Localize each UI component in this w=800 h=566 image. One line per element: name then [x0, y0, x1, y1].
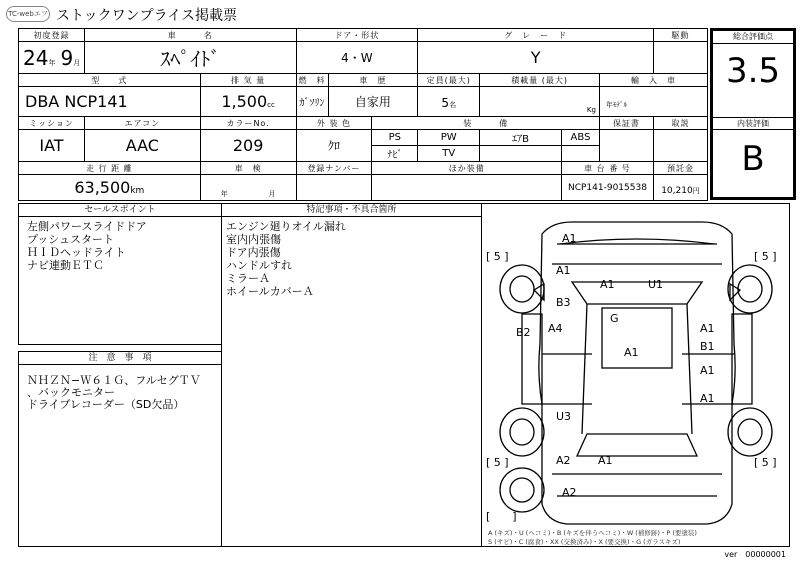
list-item: ナビ連動ＥＴＣ: [27, 259, 104, 272]
damage-label: A1: [600, 278, 615, 291]
damage-label: B2: [516, 326, 531, 339]
damage-label: U3: [556, 410, 572, 423]
caution-title: 注 意 事 項: [19, 352, 221, 365]
ext-color-value: ｸﾛ: [296, 130, 372, 162]
interior-score-label: 内装評価: [713, 117, 793, 130]
model-label: 型 式: [19, 74, 201, 87]
insp-year-unit: 年: [220, 190, 228, 198]
damage-label: A2: [562, 486, 577, 499]
equip-navi: ﾅﾋﾞ: [372, 146, 418, 162]
other-eq-value: [372, 175, 562, 201]
equip-pw: PW: [418, 130, 480, 146]
brand-logo: TC-webエフ: [6, 6, 50, 22]
list-item: ドライブレコーダー（SD欠品）: [27, 398, 185, 411]
car-name-value: ｽﾍﾟｲﾄﾞ: [84, 42, 296, 74]
recycle-number: 10,210: [661, 186, 693, 196]
doors-label: ドア・形状: [296, 29, 418, 42]
warranty-value: [599, 130, 653, 162]
damage-label: A1: [624, 346, 639, 359]
reg-month: 9: [60, 45, 74, 70]
capacity-label: 定員(最大): [418, 74, 480, 87]
vehicle-info-table: [18, 28, 708, 201]
capacity-number: 5: [441, 96, 450, 110]
model-value: [19, 87, 201, 117]
legend-line: S (サビ)・C (腐食)・XX (交換済み)・X (要交換)・G (ガラスキズ): [488, 538, 681, 546]
other-eq-label: ほか装備: [372, 162, 562, 175]
recycle-unit: 円: [692, 187, 700, 195]
mileage-unit: km: [130, 186, 145, 196]
recycle-label: 預託金: [653, 162, 707, 175]
mission-label: ミッション: [19, 117, 85, 130]
damage-label: A2: [556, 454, 571, 467]
score-box: [710, 28, 796, 200]
list-item: 室内内張傷: [226, 233, 281, 246]
drive-value: [653, 42, 707, 74]
fuel-label: 燃 料: [296, 74, 328, 87]
plate-value: [296, 175, 372, 201]
reg-year: 24: [23, 45, 49, 70]
list-item: ホイールカバーＡ: [226, 285, 314, 298]
first-reg-value: [19, 42, 85, 74]
overall-score-value: 3.5: [725, 51, 781, 91]
load-unit: Kg: [586, 106, 596, 114]
grade-value: Y: [418, 42, 654, 74]
equip-airbag: ｴｱB: [480, 130, 562, 146]
plate-label: 登録ナンバー: [296, 162, 372, 175]
model-code: NCP141: [64, 92, 128, 111]
caution-list: [19, 365, 221, 414]
first-reg-label: 初度登録: [19, 29, 85, 42]
list-item: プッシュスタート: [27, 233, 115, 246]
notes-list: [222, 217, 481, 301]
reg-month-unit: 月: [73, 58, 81, 67]
tire-bracket-fl: [ 5 ]: [486, 250, 509, 263]
color-no-value: 209: [200, 130, 296, 162]
damage-label: A4: [548, 322, 563, 335]
grade-label: グ レ ー ド: [418, 29, 654, 42]
mileage-value: [19, 175, 201, 201]
capacity-value: [418, 87, 480, 117]
list-item: エンジン廻りオイル漏れ: [226, 220, 346, 233]
drive-label: 駆動: [653, 29, 707, 42]
damage-label: G: [610, 312, 619, 325]
damage-label: A1: [700, 322, 715, 335]
damage-label: A1: [598, 454, 613, 467]
car-condition-diagram: [481, 203, 790, 547]
displacement-label: 排 気 量: [200, 74, 296, 87]
car-outline: [482, 204, 791, 548]
spare-bracket: [ ]: [486, 510, 517, 523]
manual-value: [653, 130, 707, 162]
damage-label: B3: [556, 296, 571, 309]
equip-blank-2: [562, 146, 600, 162]
car-name-label: 車 名: [84, 29, 296, 42]
warranty-label: 保証書: [599, 117, 653, 130]
damage-label: B1: [700, 340, 715, 353]
tire-bracket-rl: [ 5 ]: [486, 456, 509, 469]
ext-color-label: 外 装 色: [296, 117, 372, 130]
list-item: 左側パワースライドドア: [27, 220, 147, 233]
history-label: 車 歴: [328, 74, 418, 87]
list-item: ハンドルすれ: [226, 259, 292, 272]
import-value: [599, 87, 707, 117]
equip-abs: ABS: [562, 130, 600, 146]
version-label: ver 00000001: [724, 550, 786, 559]
tire-bracket-fr: [ 5 ]: [754, 250, 777, 263]
notes-title: 特記事項・不具合箇所: [222, 204, 481, 217]
page-title: ストックワンプライス掲載票: [56, 8, 238, 24]
caution-panel: [18, 351, 222, 547]
mission-value: IAT: [19, 130, 85, 162]
damage-label: A1: [562, 232, 577, 245]
equip-ps: PS: [372, 130, 418, 146]
import-note: 年ﾓﾃﾞﾙ: [605, 101, 627, 109]
sales-points-list: [19, 217, 221, 275]
damage-label: A1: [700, 364, 715, 377]
overall-score-label: 総合評価点: [713, 31, 793, 44]
load-label: 積載量 (最大): [480, 74, 600, 87]
displacement-value: [200, 87, 296, 117]
history-value: 自家用: [328, 87, 418, 117]
notes-panel: [221, 203, 482, 547]
color-no-label: カラーNo.: [200, 117, 296, 130]
sales-points-title: セールスポイント: [19, 204, 221, 217]
sales-points-panel: [18, 203, 222, 345]
chassis-value: NCP141-9015538: [562, 175, 654, 201]
insp-month-unit: 月: [268, 190, 276, 198]
mileage-label: 走 行 距 離: [19, 162, 201, 175]
list-item: ＮＨＺＮ−Ｗ６１Ｇ、フルセグＴＶ: [27, 374, 201, 387]
legend: [488, 529, 697, 547]
inspection-value: [200, 175, 296, 201]
model-prefix: DBA: [25, 92, 60, 111]
list-item: ドア内張傷: [226, 246, 281, 259]
damage-label: A1: [556, 264, 571, 277]
tire-bracket-rr: [ 5 ]: [754, 456, 777, 469]
equip-blank-1: [480, 146, 562, 162]
displacement-number: 1,500: [221, 92, 268, 111]
equipment-label: 装 備: [372, 117, 600, 130]
displacement-unit: cc: [267, 101, 275, 109]
load-value: [480, 87, 600, 117]
aircon-label: エアコン: [84, 117, 200, 130]
legend-line: A (キズ)・U (ヘコミ)・B (キズを伴うヘコミ)・W (補修跡)・P (要塗装): [488, 529, 697, 537]
capacity-unit: 名: [449, 101, 457, 109]
damage-label: U1: [648, 278, 664, 291]
fuel-value: ｶﾞｿﾘﾝ: [296, 87, 328, 117]
damage-label: A1: [700, 392, 715, 405]
list-item: 、バックモニター: [27, 386, 115, 399]
chassis-label: 車 台 番 号: [562, 162, 654, 175]
doors-value: 4・W: [296, 42, 418, 74]
recycle-value: [653, 175, 707, 201]
equip-tv: TV: [418, 146, 480, 162]
reg-year-unit: 年: [48, 58, 56, 67]
list-item: ミラーＡ: [226, 272, 270, 285]
mileage-number: 63,500: [74, 178, 131, 197]
interior-score-value: B: [741, 139, 765, 179]
aircon-value: AAC: [84, 130, 200, 162]
inspection-label: 車 検: [200, 162, 296, 175]
list-item: ＨＩＤヘッドライト: [27, 246, 126, 259]
import-label: 輸 入 車: [599, 74, 707, 87]
manual-label: 取説: [653, 117, 707, 130]
